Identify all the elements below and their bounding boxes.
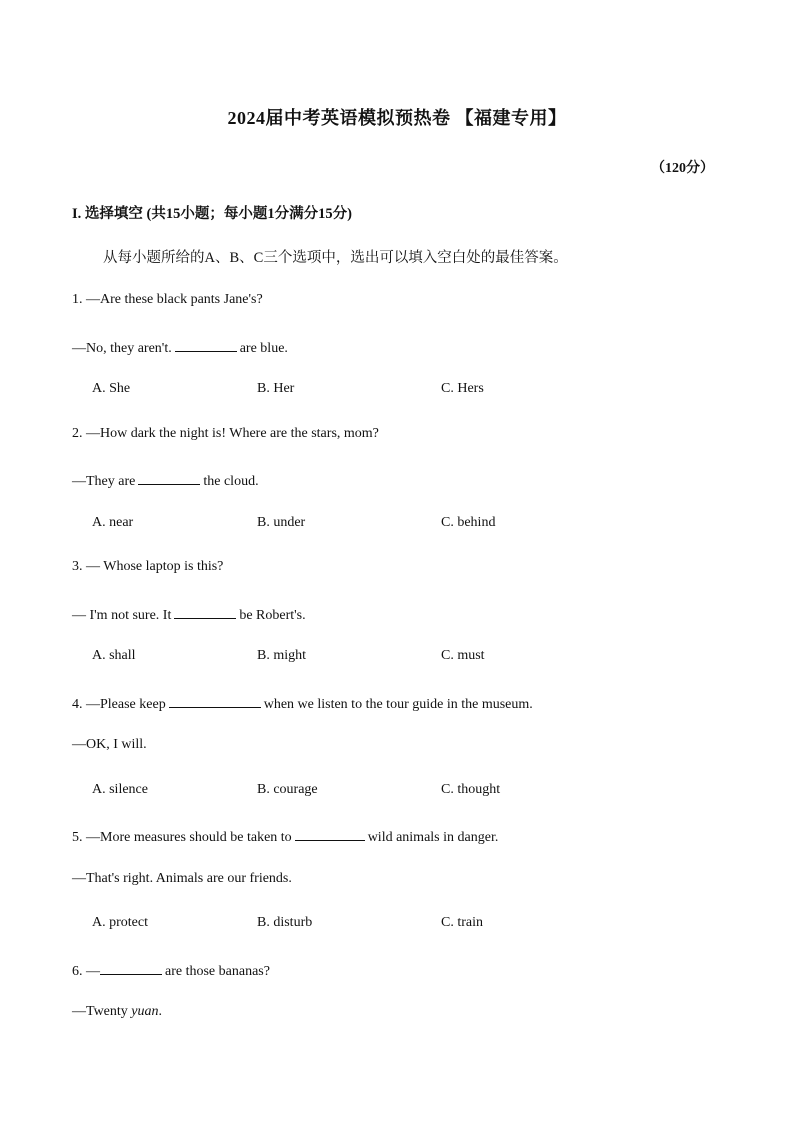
answer-text: —Twenty [72, 1004, 128, 1019]
question-2-option-c[interactable]: C. behind [441, 515, 496, 530]
question-blank[interactable] [100, 960, 162, 975]
question-4-text: 4. —Please keep [72, 697, 166, 712]
question-5-option-a[interactable]: A. protect [92, 915, 148, 930]
question-1 [72, 292, 263, 308]
answer-blank[interactable] [138, 470, 200, 485]
answer-text: the cloud. [203, 474, 259, 489]
question-5-option-c[interactable]: C. train [441, 915, 483, 930]
answer-text: be Robert's. [239, 608, 306, 623]
question-2 [72, 426, 379, 442]
question-1-text: 1. —Are these black pants Jane's? [72, 292, 263, 307]
question-5 [72, 826, 498, 846]
question-1-option-b[interactable]: B. Her [257, 381, 295, 396]
question-2-option-a[interactable]: A. near [92, 515, 134, 530]
answer-blank[interactable] [174, 604, 236, 619]
question-6 [72, 960, 270, 980]
question-1-answer-line [72, 337, 288, 357]
question-6-text: 6. — [72, 964, 100, 979]
question-3-option-b[interactable]: B. might [257, 648, 307, 663]
answer-text: — I'm not sure. It [72, 608, 172, 623]
question-4-option-a[interactable]: A. silence [92, 782, 148, 797]
question-6-text-end: are those bananas? [165, 964, 270, 979]
answer-italic-text: yuan [131, 1004, 159, 1019]
question-5-answer-line [72, 871, 292, 887]
page-title: 2024届中考英语模拟预热卷 【福建专用】 [227, 108, 567, 128]
question-3-answer-line [72, 604, 306, 624]
question-4-option-c[interactable]: C. thought [441, 782, 501, 797]
question-3-option-c[interactable]: C. must [441, 648, 485, 663]
question-4-answer-line [72, 737, 147, 753]
answer-text: —They are [72, 474, 136, 489]
answer-blank[interactable] [175, 337, 237, 352]
question-blank[interactable] [295, 826, 365, 841]
answer-text: —That's right. Animals are our friends. [72, 871, 292, 886]
question-2-text: 2. —How dark the night is! Where are the stars, mom? [72, 426, 379, 441]
question-4 [72, 693, 533, 713]
question-3 [72, 559, 223, 575]
answer-text-end: . [158, 1004, 163, 1019]
question-3-option-a[interactable]: A. shall [92, 648, 136, 663]
question-6-answer-line [72, 1004, 162, 1020]
question-1-option-a[interactable]: A. She [92, 381, 131, 396]
question-1-option-c[interactable]: C. Hers [441, 381, 484, 396]
question-2-option-b[interactable]: B. under [257, 515, 306, 530]
question-3-text: 3. — Whose laptop is this? [72, 559, 224, 574]
question-5-text-end: wild animals in danger. [367, 830, 499, 845]
total-score: （120分） [651, 161, 714, 176]
answer-text: —OK, I will. [72, 737, 147, 752]
question-4-option-b[interactable]: B. courage [257, 782, 318, 797]
question-blank[interactable] [169, 693, 261, 708]
question-5-option-b[interactable]: B. disturb [257, 915, 313, 930]
question-5-text: 5. —More measures should be taken to [72, 830, 292, 845]
answer-text: are blue. [239, 341, 288, 356]
section-instruction: 从每小题所给的A、B、C三个选项中，选出可以填入空白处的最佳答案。 [103, 250, 568, 266]
answer-text: —No, they aren't. [72, 341, 172, 356]
question-4-text-end: when we listen to the tour guide in the museum. [263, 697, 533, 712]
question-2-answer-line [72, 470, 259, 490]
section-heading: I. 选择填空 (共15小题；每小题1分满分15分) [72, 206, 352, 222]
